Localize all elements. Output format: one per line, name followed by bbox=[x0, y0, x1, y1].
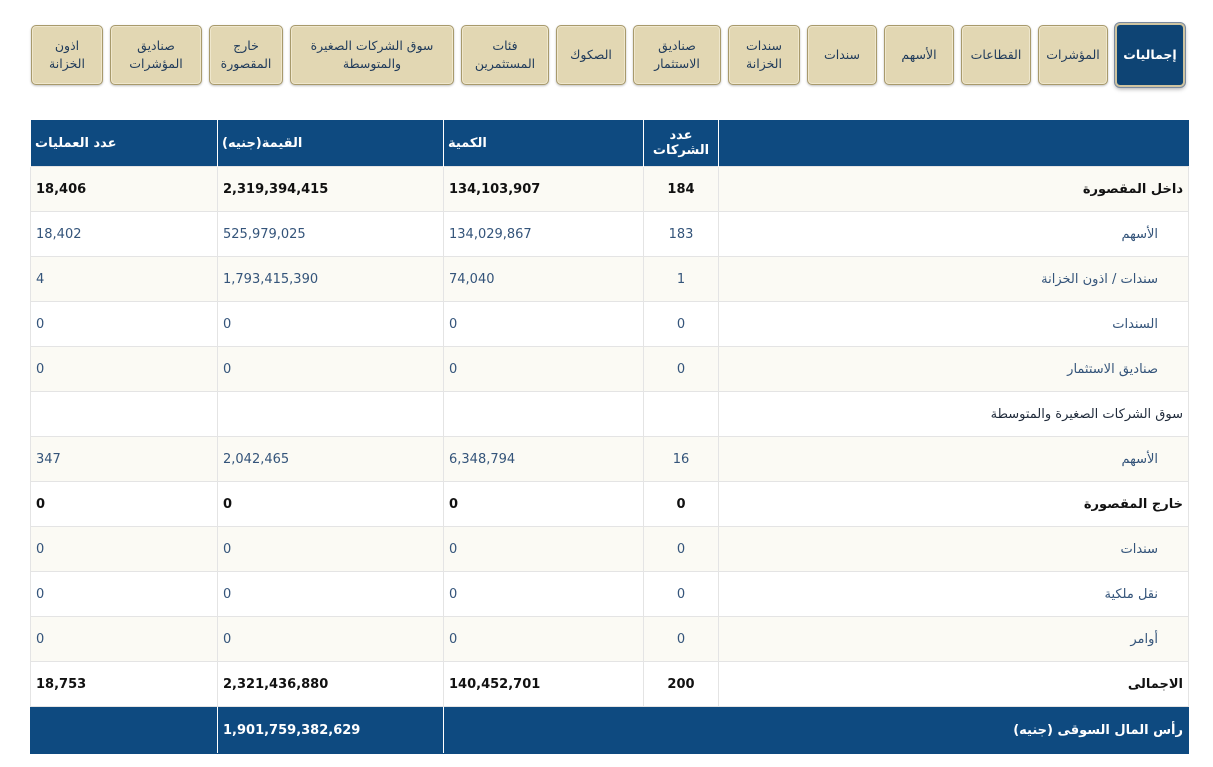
cell-value: 525,979,025 bbox=[218, 212, 444, 257]
table-row bbox=[31, 662, 1189, 707]
tab-off-exchange[interactable]: خارج المقصورة bbox=[209, 25, 283, 85]
cell-companies: 0 bbox=[644, 617, 719, 662]
cell-operations: 18,402 bbox=[31, 212, 218, 257]
cell-value: 1,793,415,390 bbox=[218, 257, 444, 302]
tab-investor-categories[interactable]: فئات المستثمرين bbox=[461, 25, 549, 85]
market-cap-row bbox=[31, 707, 1189, 754]
cell-value: 0 bbox=[218, 302, 444, 347]
header-value: القيمة(جنيه) bbox=[218, 120, 444, 167]
tab-bonds[interactable]: سندات bbox=[807, 25, 877, 85]
row-label: صناديق الاستثمار bbox=[719, 347, 1189, 392]
tab-totals[interactable]: إجماليات bbox=[1115, 23, 1185, 87]
cell-operations: 4 bbox=[31, 257, 218, 302]
tab-indices[interactable]: المؤشرات bbox=[1038, 25, 1108, 85]
cell-quantity: 140,452,701 bbox=[444, 662, 644, 707]
cell-companies: 200 bbox=[644, 662, 719, 707]
cell-companies: 0 bbox=[644, 302, 719, 347]
cell-quantity: 0 bbox=[444, 617, 644, 662]
tab-treasury-bonds[interactable]: سندات الخزانة bbox=[728, 25, 800, 85]
cell-operations: 18,753 bbox=[31, 662, 218, 707]
cell-value: 0 bbox=[218, 572, 444, 617]
cell-companies: 0 bbox=[644, 527, 719, 572]
cell-value: 0 bbox=[218, 527, 444, 572]
cell-operations: 0 bbox=[31, 527, 218, 572]
cell-operations: 0 bbox=[31, 347, 218, 392]
cell-value: 2,042,465 bbox=[218, 437, 444, 482]
cell-companies: 183 bbox=[644, 212, 719, 257]
cell-quantity: 74,040 bbox=[444, 257, 644, 302]
cell-operations: 0 bbox=[31, 302, 218, 347]
cell-companies: 0 bbox=[644, 347, 719, 392]
cell-quantity: 6,348,794 bbox=[444, 437, 644, 482]
cell-value: 0 bbox=[218, 347, 444, 392]
table-row bbox=[31, 212, 1189, 257]
table-row bbox=[31, 437, 1189, 482]
row-label: خارج المقصورة bbox=[719, 482, 1189, 527]
row-label: السندات bbox=[719, 302, 1189, 347]
tab-sectors[interactable]: القطاعات bbox=[961, 25, 1031, 85]
cell-quantity: 0 bbox=[444, 482, 644, 527]
cell-operations: 0 bbox=[31, 572, 218, 617]
cell-operations: 0 bbox=[31, 482, 218, 527]
tab-treasury-bills[interactable]: اذون الخزانة bbox=[31, 25, 103, 85]
table-row bbox=[31, 257, 1189, 302]
header-companies: عدد الشركات bbox=[644, 120, 719, 167]
row-label: أوامر bbox=[719, 617, 1189, 662]
tab-investment-funds[interactable]: صناديق الاستثمار bbox=[633, 25, 721, 85]
market-cap-label: رأس المال السوقى (جنيه) bbox=[444, 707, 1189, 754]
cell-value: 0 bbox=[218, 482, 444, 527]
table-row bbox=[31, 527, 1189, 572]
row-label: سوق الشركات الصغيرة والمتوسطة bbox=[719, 392, 1189, 437]
table-row bbox=[31, 302, 1189, 347]
market-cap-value: 1,901,759,382,629 bbox=[218, 707, 444, 754]
cell-quantity bbox=[444, 392, 644, 437]
row-label: سندات / اذون الخزانة bbox=[719, 257, 1189, 302]
cell-quantity: 0 bbox=[444, 302, 644, 347]
table-row bbox=[31, 617, 1189, 662]
table-row bbox=[31, 482, 1189, 527]
cell-quantity: 0 bbox=[444, 347, 644, 392]
cell-operations: 0 bbox=[31, 617, 218, 662]
header-quantity: الكمية bbox=[444, 120, 644, 167]
tab-stocks[interactable]: الأسهم bbox=[884, 25, 954, 85]
cell-companies: 184 bbox=[644, 167, 719, 212]
table-row bbox=[31, 572, 1189, 617]
table-header-row bbox=[31, 120, 1189, 167]
header-label bbox=[719, 120, 1189, 167]
table-row bbox=[31, 392, 1189, 437]
cell-quantity: 0 bbox=[444, 572, 644, 617]
row-label: الأسهم bbox=[719, 437, 1189, 482]
cell-companies: 0 bbox=[644, 572, 719, 617]
table-row bbox=[31, 167, 1189, 212]
cell-operations: 347 bbox=[31, 437, 218, 482]
cell-companies: 16 bbox=[644, 437, 719, 482]
row-label: نقل ملكية bbox=[719, 572, 1189, 617]
cell-companies bbox=[644, 392, 719, 437]
row-label: الأسهم bbox=[719, 212, 1189, 257]
row-label: الاجمالى bbox=[719, 662, 1189, 707]
cell-quantity: 134,029,867 bbox=[444, 212, 644, 257]
cell-operations: 18,406 bbox=[31, 167, 218, 212]
cell-value bbox=[218, 392, 444, 437]
row-label: داخل المقصورة bbox=[719, 167, 1189, 212]
cell-value: 0 bbox=[218, 617, 444, 662]
cell-companies: 1 bbox=[644, 257, 719, 302]
cell-operations bbox=[31, 392, 218, 437]
cell-companies: 0 bbox=[644, 482, 719, 527]
cell-value: 2,319,394,415 bbox=[218, 167, 444, 212]
cell-quantity: 134,103,907 bbox=[444, 167, 644, 212]
tab-etfs[interactable]: صناديق المؤشرات bbox=[110, 25, 202, 85]
cell-value: 2,321,436,880 bbox=[218, 662, 444, 707]
table-row bbox=[31, 347, 1189, 392]
tab-sme-market[interactable]: سوق الشركات الصغيرة والمتوسطة bbox=[290, 25, 454, 85]
totals-table bbox=[30, 120, 1189, 754]
header-operations: عدد العمليات bbox=[31, 120, 218, 167]
row-label: سندات bbox=[719, 527, 1189, 572]
tab-bar bbox=[25, 23, 1185, 87]
tab-sukuk[interactable]: الصكوك bbox=[556, 25, 626, 85]
market-cap-empty bbox=[31, 707, 218, 754]
cell-quantity: 0 bbox=[444, 527, 644, 572]
